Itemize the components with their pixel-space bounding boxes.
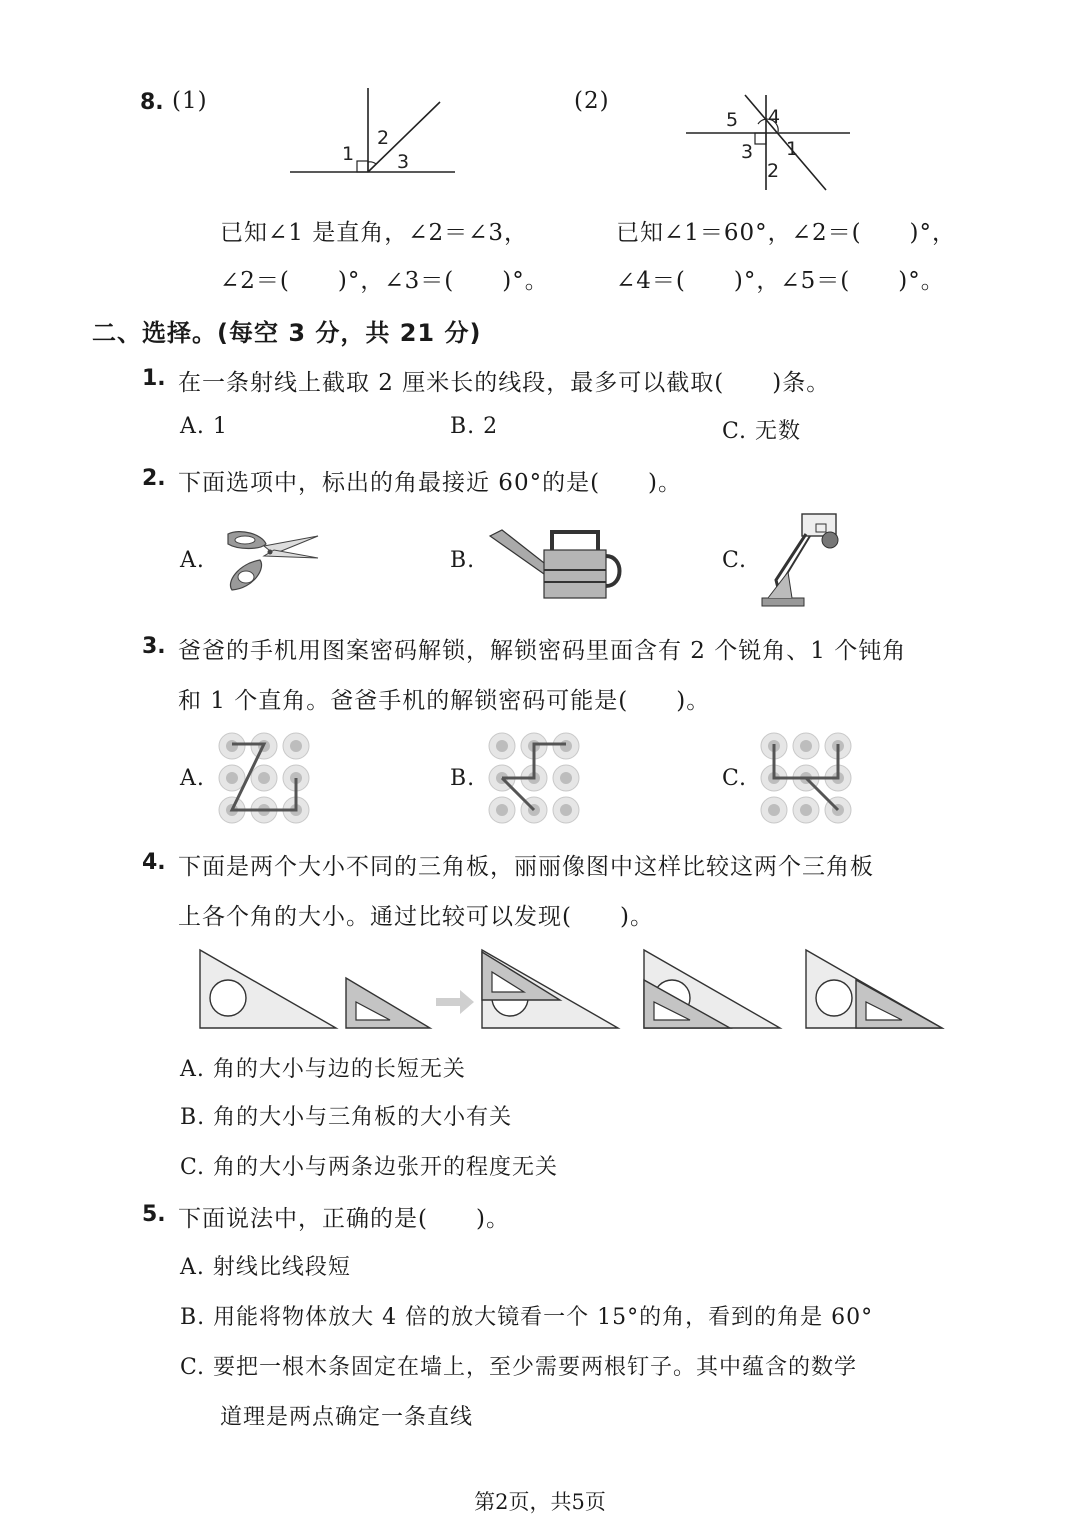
q3-number: 3. [142,634,166,659]
lock-dot-center [258,772,270,784]
q5-text: 下面说法中，正确的是( )。 [178,1206,510,1232]
pattern-lock-a-image [216,730,316,826]
q8p2-label-2: 2 [767,160,780,182]
lock-dot-center [560,772,572,784]
q8-number: 8. [140,90,164,115]
q2-text: 下面选项中，标出的角最接近 60°的是( )。 [178,470,683,496]
lock-dot-center [800,804,812,816]
section-title: 二、选择。(每空 3 分，共 21 分) [92,319,482,347]
page-footer: 第2页，共5页 [474,1490,606,1514]
q3-option-b: B. [450,766,476,791]
q5-option-c-line1: C. 要把一根木条固定在墙上，至少需要两根钉子。其中蕴含的数学 [180,1355,858,1380]
q8p2-label-4: 4 [768,106,781,128]
q8-part2-text-2: ∠4＝( )°，∠5＝( )°。 [616,268,945,294]
lock-dot-center [560,804,572,816]
q8p1-label-3: 3 [397,151,410,173]
q1-option-c: C. 无数 [722,419,802,444]
lock-dot-center [290,740,302,752]
q2-option-c: C. [722,548,748,573]
q4-option-c: C. 角的大小与两条边张开的程度无关 [180,1155,559,1180]
q5-option-a: A. 射线比线段短 [180,1255,351,1280]
lock-dot-center [226,740,238,752]
lock-dot-center [226,772,238,784]
lock-dot-center [768,804,780,816]
q2-option-a: A. [180,548,205,573]
q2-option-b: B. [450,548,476,573]
q1-number: 1. [142,366,166,391]
q8-part1-text-2: ∠2＝( )°，∠3＝( )°。 [220,268,549,294]
q8p1-label-1: 1 [342,143,355,165]
q8p2-label-3: 3 [741,141,754,163]
q4-option-b: B. 角的大小与三角板的大小有关 [180,1105,513,1130]
q1-option-b: B. 2 [450,414,499,439]
q5-option-c-line2: 道理是两点确定一条直线 [220,1405,474,1430]
lock-dot-center [800,740,812,752]
q3-option-c: C. [722,766,748,791]
lock-dot-center [496,740,508,752]
q8p2-label-5: 5 [726,109,739,131]
pattern-lock-c-image [758,730,858,826]
lock-dot-center [560,740,572,752]
q5-number: 5. [142,1202,166,1227]
q3-text-2: 和 1 个直角。爸爸手机的解锁密码可能是( )。 [178,688,711,714]
q4-number: 4. [142,850,166,875]
q1-text: 在一条射线上截取 2 厘米长的线段，最多可以截取( )条。 [178,370,831,396]
lock-dot-center [496,804,508,816]
q8-part1-text-1: 已知∠1 是直角，∠2＝∠3， [220,220,529,246]
q5-option-b: B. 用能将物体放大 4 倍的放大镜看一个 15°的角，看到的角是 60° [180,1305,874,1330]
pattern-lock-b-image [486,730,586,826]
q4-text-2: 上各个角的大小。通过比较可以发现( )。 [178,904,654,930]
q3-option-a: A. [180,766,205,791]
q8-part2-figure [0,0,1080,300]
q4-option-a: A. 角的大小与边的长短无关 [180,1057,466,1082]
q8-part2-label: (2) [574,88,610,114]
q2-number: 2. [142,466,166,491]
triangle-rulers-figure [0,940,1080,1040]
q8-part1-label: (1) [172,88,208,114]
watering-can-image [486,522,626,604]
q3-text-1: 爸爸的手机用图案密码解锁，解锁密码里面含有 2 个锐角、1 个钝角 [178,638,907,664]
scissors-image [218,528,323,596]
basketball-hoop-image [758,512,848,608]
q8p2-label-1: 1 [786,138,799,160]
q8-part2-text-1: 已知∠1＝60°，∠2＝( )°， [616,220,957,246]
q8p1-label-2: 2 [377,127,390,149]
q1-option-a: A. 1 [180,414,228,439]
q4-text-1: 下面是两个大小不同的三角板，丽丽像图中这样比较这两个三角板 [178,854,874,880]
